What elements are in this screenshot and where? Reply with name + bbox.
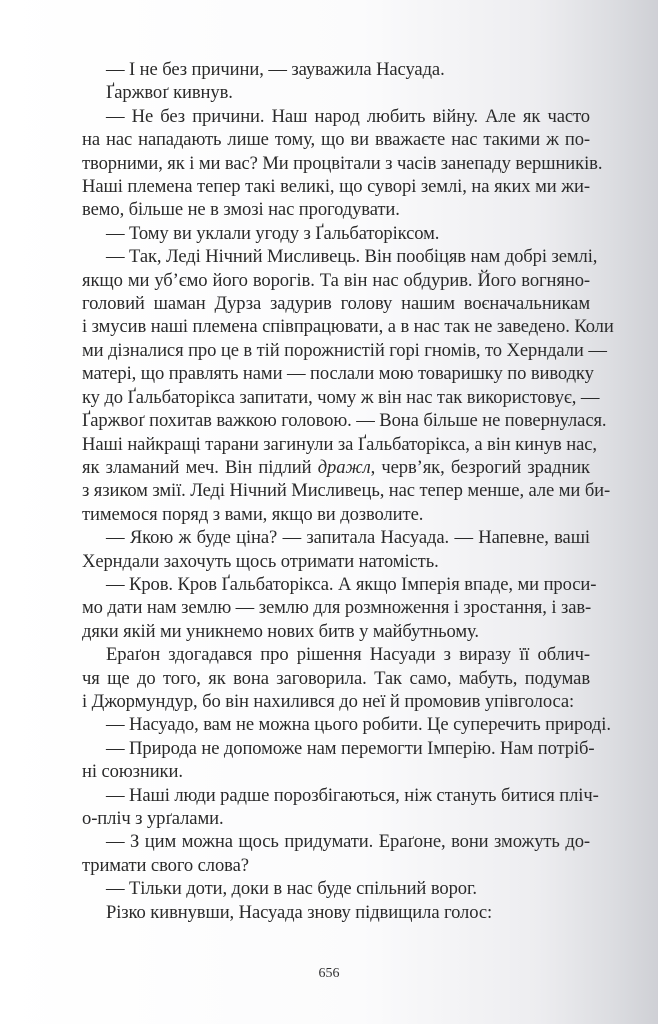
text-line: Наші найкращі тарани загинули за Ґальбаторікса, а він кинув нас, xyxy=(82,433,597,455)
paragraph xyxy=(82,901,590,924)
text-line: творними, як і ми вас? Ми процвітали з часів занепаду вершників. xyxy=(82,152,603,174)
text-line: — Так, Леді Нічний Мисливець. Він пообіцяв нам добрі землі, xyxy=(106,246,598,268)
text-line: ні союзники. xyxy=(82,761,183,783)
text-line: Ґаржвоґ кивнув. xyxy=(106,82,233,104)
text-line: і змусив наші племена співпрацювати, а в нас так не заведено. Коли xyxy=(82,316,614,338)
paragraph xyxy=(82,573,597,643)
text-line: Ґаржвоґ похитав важкою головою. — Вона більше не повернулася. xyxy=(82,410,607,432)
text-line: тимемося поряд з вами, якщо ви дозволите. xyxy=(82,503,424,525)
paragraph xyxy=(82,830,590,877)
paragraph xyxy=(82,737,595,784)
paragraph xyxy=(82,784,599,831)
text-line: чя ще до того, як вона заговорила. Так само, мабуть, подумав xyxy=(82,667,590,689)
text-line: Наші племена тепер такі великі, що суворі землі, на яких ми жи- xyxy=(82,176,590,198)
paragraph xyxy=(82,81,590,104)
text-line: — Не без причини. Наш народ любить війну. Але як часто xyxy=(106,105,590,127)
paragraph xyxy=(82,643,590,713)
text-line: Ераґон здогадався про рішення Насуади з виразу її облич- xyxy=(106,644,590,666)
text-line: матері, що правлять нами — послали мою товаришку по виводку xyxy=(82,363,594,385)
text-line: Херндали захочуть щось отримати натомість. xyxy=(82,550,439,572)
text-line: дяки якій ми уникнемо нових битв у майбутньому. xyxy=(82,620,479,642)
book-page-text xyxy=(82,58,614,924)
text-line: мо дати нам землю — землю для розмноження і зростання, і зав- xyxy=(82,597,592,619)
text-line: — З цим можна щось придумати. Ераґоне, вони зможуть до- xyxy=(106,831,590,853)
text-line: головий шаман Дурза задурив голову нашим воєначальникам xyxy=(82,293,590,315)
text-line: на нас нападають лише тому, що ви вважаєте нас такими ж по- xyxy=(82,129,590,151)
text-line: — Наші люди радше порозбігаються, ніж стануть битися пліч- xyxy=(106,784,599,806)
paragraph xyxy=(82,222,590,245)
paragraph xyxy=(82,105,603,222)
text-line: як зламаний меч. Він підлий дражл, черв’як, безрогий зрадник xyxy=(82,456,590,478)
text-line: ку до Ґальбаторікса запитати, чому ж він нас так використовує, — xyxy=(82,386,600,408)
paragraph xyxy=(82,526,590,573)
text-line: тримати свого слова? xyxy=(82,854,249,876)
text-line: — Тому ви уклали угоду з Ґальбаторіксом. xyxy=(106,222,440,244)
text-line: — І не без причини, — зауважила Насуада. xyxy=(106,59,445,80)
text-line: з язиком змії. Леді Нічний Мисливець, нас тепер менше, але ми би- xyxy=(82,480,611,502)
text-line: — Природа не допоможе нам перемогти Імперію. Нам потріб- xyxy=(106,737,595,759)
text-line: вемо, більше не в змозі нас прогодувати. xyxy=(82,199,400,221)
page-number: 656 xyxy=(318,966,340,981)
paragraph xyxy=(82,58,590,81)
text-line: і Джормундур, бо він нахилився до неї й промовив упівголоса: xyxy=(82,690,575,712)
text-line: Різко кивнувши, Насуада знову підвищила голос: xyxy=(106,901,493,923)
text-line: — Насуадо, вам не можна цього робити. Це суперечить природі. xyxy=(106,714,611,736)
text-line: — Якою ж буде ціна? — запитала Насуада. — Напевне, ваші xyxy=(106,527,590,549)
text-line: — Тільки доти, доки в нас буде спільний ворог. xyxy=(106,878,477,900)
italic-word: дражл xyxy=(317,456,371,478)
text-line: якщо ми уб’ємо його ворогів. Та він нас обдурив. Його вогняно- xyxy=(82,269,590,291)
paragraph xyxy=(82,713,611,736)
paragraph xyxy=(82,245,614,526)
paragraph xyxy=(82,877,590,900)
text-line: о-пліч з урґалами. xyxy=(82,808,224,829)
text-line: — Кров. Кров Ґальбаторікса. А якщо Імперія впаде, ми проси- xyxy=(106,573,597,595)
text-line: ми дізналися про це в тій порожнистій горі гномів, то Херндали — xyxy=(82,339,607,361)
